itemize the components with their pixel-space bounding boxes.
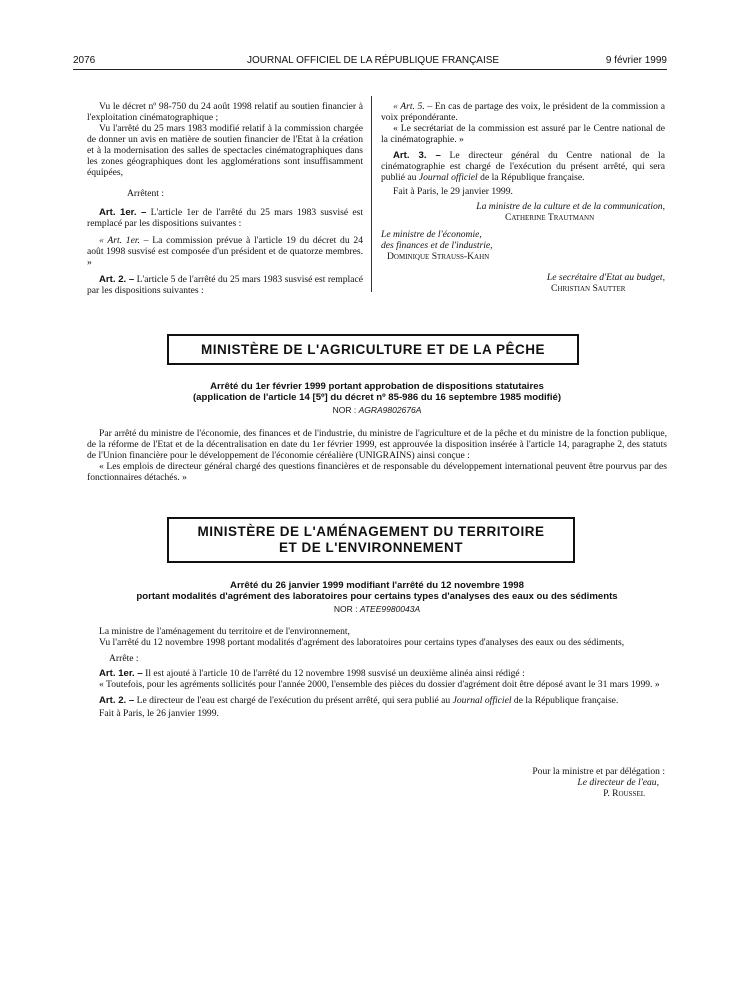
- environment-intro-2: Vu l'arrêté du 12 novembre 1998 portant modalités d'agrément des laboratoires pour certains types d'analyses des eaux ou des sédiments,: [99, 637, 625, 648]
- secretariat-text: « Le secrétariat de la commission est assuré par le Centre national de la cinématographie. »: [381, 123, 665, 145]
- article-1-label: Art. 1er. –: [99, 207, 147, 218]
- decree-title-agriculture: [87, 382, 667, 416]
- fait-paris-1: Fait à Paris, le 29 janvier 1999.: [393, 186, 513, 197]
- article-3-text-a: Le directeur général du Centre national de la cinématographie est chargé de l'exécution du présent arrêté, qui sera publié au: [381, 150, 665, 183]
- journal-title: JOURNAL OFFICIEL DE LA RÉPUBLIQUE FRANÇAISE: [247, 55, 500, 66]
- agriculture-body-para1: Par arrêté du ministre de l'économie, des finances et de l'industrie, du ministre de l'agriculture et de la pêche et du ministre de la fonction publique, de la réforme de l'Etat et de la décentralisation en date du 1er février 1999, est approuvée la disposition insérée à l'article 14, paragraphe 2, des statuts de l'Union financière pour le développement de l'économie céréalière (UNIGRAINS) ainsi conçue :: [87, 428, 667, 461]
- environment-article-1-quote: « Toutefois, pour les agréments sollicités pour l'année 2000, l'ensemble des pièces du dossier d'agrément doit être déposé avant le 31 mars 1999. »: [99, 679, 660, 690]
- signature-1-title: [381, 201, 665, 212]
- article-5-quote: [381, 101, 665, 123]
- article-1-quote: [87, 235, 363, 268]
- ministry-box-environment-line2: ET DE L'ENVIRONNEMENT: [279, 540, 463, 555]
- signature-2-title-2: [381, 240, 665, 251]
- environment-article-2-journal: Journal officiel: [452, 695, 512, 706]
- article-5-label: « Art. 5. –: [393, 101, 433, 112]
- signature-1-title-text: La ministre de la culture et de la communication,: [476, 201, 665, 212]
- nor-environment: [87, 604, 667, 615]
- ministry-box-environment: [167, 517, 575, 563]
- signature-2-title-1-text: Le ministre de l'économie,: [381, 229, 482, 240]
- environment-article-1-text: Il est ajouté à l'article 10 de l'arrêté du 12 novembre 1998 susvisé un deuxième alinéa ainsi rédigé :: [145, 668, 525, 679]
- left-column: [87, 101, 363, 296]
- decree-title-environment-line2: portant modalités d'agrément des laboratoires pour certains types d'analyses des eaux ou des sédiments: [136, 590, 618, 602]
- environment-signature-line2: [470, 777, 665, 788]
- environment-article-1-label: Art. 1er. –: [99, 668, 143, 679]
- decree-title-agriculture-line1: Arrêté du 1er février 1999 portant approbation de dispositions statutaires: [210, 381, 544, 392]
- ministry-box-environment-line1: MINISTÈRE DE L'AMÉNAGEMENT DU TERRITOIRE: [197, 524, 545, 539]
- article-3-label: Art. 3. –: [393, 150, 441, 161]
- page-number: 2076: [73, 55, 96, 66]
- environment-signature-name: P. Roussel: [603, 788, 645, 799]
- nor-label-2: NOR :: [333, 604, 358, 614]
- agriculture-body: [87, 428, 667, 483]
- environment-article-2-text-b: de la République française.: [513, 695, 619, 706]
- article-2-label: Art. 2. –: [99, 274, 135, 285]
- environment-article-2-label: Art. 2. –: [99, 695, 135, 706]
- article-2: [87, 274, 363, 296]
- environment-signature-line2-text: Le directeur de l'eau,: [577, 777, 659, 788]
- article-1-quote-label: « Art. 1er. –: [99, 235, 149, 246]
- arretent: Arrêtent :: [127, 188, 165, 199]
- running-header: [73, 55, 667, 69]
- right-column: [381, 101, 665, 294]
- environment-article-2: [87, 695, 667, 706]
- signature-2-title-1: [381, 229, 665, 240]
- ministry-box-agriculture: MINISTÈRE DE L'AGRICULTURE ET DE LA PÊCHE: [167, 334, 579, 365]
- article-2-text: L'article 5 de l'arrêté du 25 mars 1983 susvisé est remplacé par les dispositions suivantes :: [87, 274, 363, 296]
- signature-3-name: Christian Sautter: [551, 283, 626, 294]
- signature-1-name: Catherine Trautmann: [505, 212, 595, 223]
- environment-signature-line1: Pour la ministre et par délégation :: [532, 766, 665, 777]
- decree-title-agriculture-line2: (application de l'article 14 [5º] du décret nº 85-986 du 16 septembre 1985 modifié): [192, 391, 562, 403]
- vu-arrete: Vu l'arrêté du 25 mars 1983 modifié relatif à la commission chargée de donner un avis en matière de soutien financier de l'Etat à la création et à la modernisation des salles de spectacles cinématographiques dans les zones géographiques dont les agglomérations sont insuffisamment équipées,: [87, 123, 363, 178]
- article-3: [381, 150, 665, 183]
- article-5-text: En cas de partage des voix, le président de la commission a voix prépondérante.: [381, 101, 666, 123]
- nor-agriculture: [87, 405, 667, 416]
- header-rule: [73, 69, 667, 70]
- signature-2-name: Dominique Strauss-Kahn: [387, 251, 490, 262]
- article-3-text-b: de la République française.: [480, 172, 585, 183]
- issue-date: 9 février 1999: [605, 55, 667, 66]
- article-1-quote-text: La commission prévue à l'article 19 du décret du 24 août 1998 susvisé est composée d'un président et de quatorze membres. »: [87, 235, 363, 268]
- signature-3-title: [381, 272, 665, 283]
- decree-title-environment-line1: Arrêté du 26 janvier 1999 modifiant l'arrêté du 12 novembre 1998: [230, 580, 524, 591]
- agriculture-body-para2: « Les emplois de directeur général chargé des questions financières et de responsable du développement international peuvent être pourvus par des fonctionnaires détachés. »: [87, 461, 667, 483]
- environment-body: [87, 626, 667, 719]
- decree-title-environment: [87, 581, 667, 615]
- fait-paris-2: Fait à Paris, le 26 janvier 1999.: [99, 708, 219, 719]
- environment-arrete: Arrête :: [109, 653, 139, 664]
- environment-intro-1: La ministre de l'aménagement du territoire et de l'environnement,: [99, 626, 350, 637]
- nor-label: NOR :: [332, 405, 357, 415]
- nor-code-2: ATEE9980043A: [359, 604, 421, 614]
- article-1-text: L'article 1er de l'arrêté du 25 mars 1983 susvisé est remplacé par les dispositions suivantes :: [87, 207, 363, 229]
- environment-signature: [470, 766, 665, 799]
- article-3-journal: Journal officiel: [418, 172, 478, 183]
- column-divider: [371, 96, 372, 292]
- environment-article-2-text-a: Le directeur de l'eau est chargé de l'exécution du présent arrêté, qui sera publié au: [136, 695, 451, 706]
- signature-2-title-2-text: des finances et de l'industrie,: [381, 240, 493, 251]
- signature-3-title-text: Le secrétaire d'Etat au budget,: [546, 272, 665, 283]
- environment-article-1: [87, 668, 667, 679]
- nor-code: AGRA9802676A: [358, 405, 422, 415]
- article-1: [87, 207, 363, 229]
- vu-decret: Vu le décret nº 98-750 du 24 août 1998 relatif au soutien financier à l'exploitation cinématographique ;: [87, 101, 363, 123]
